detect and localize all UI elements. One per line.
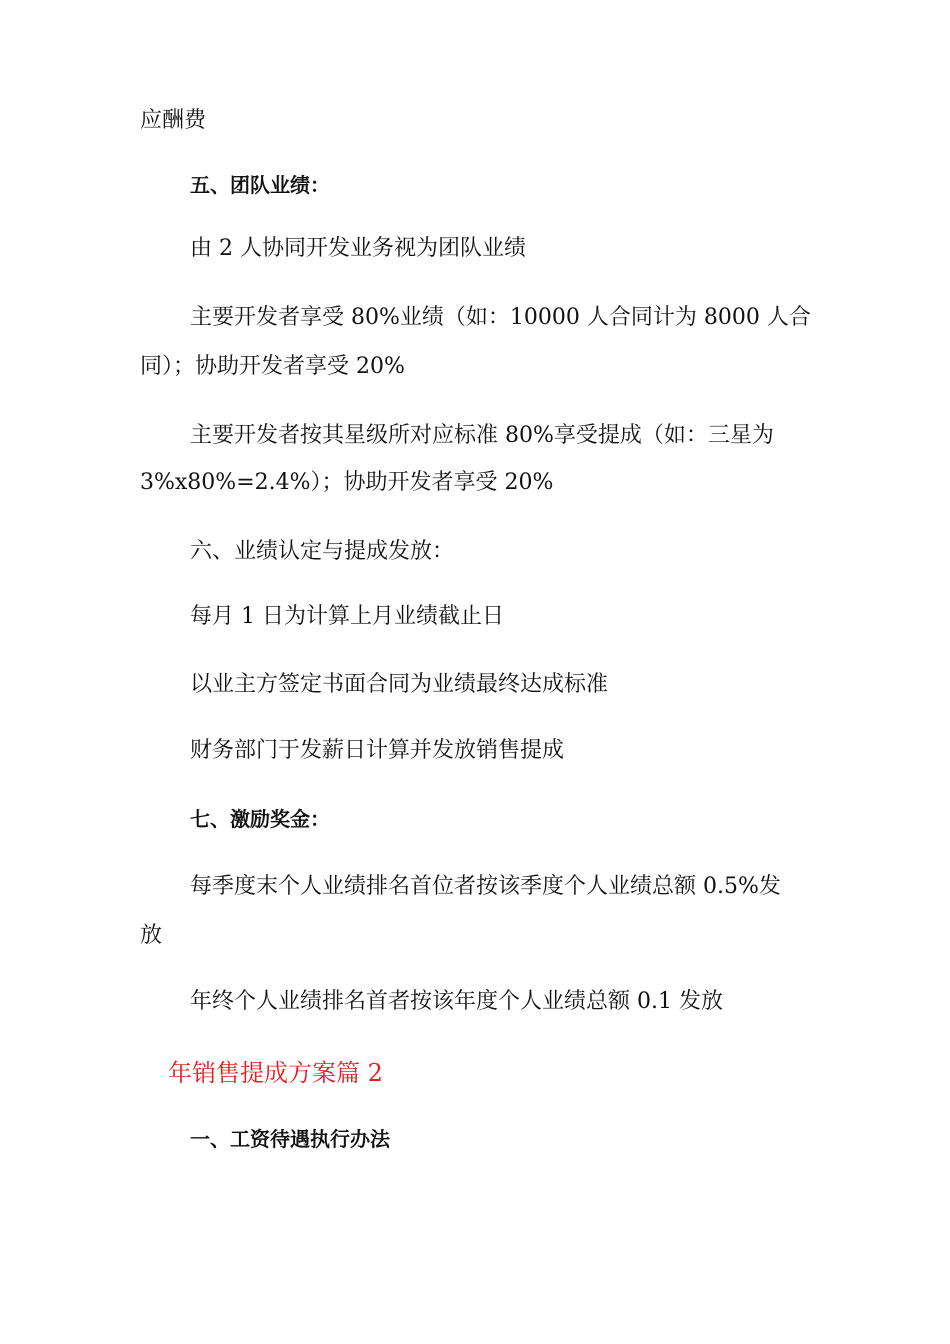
section-heading-1: 一、工资待遇执行办法 (190, 1127, 390, 1151)
text-line: 每季度末个人业绩排名首位者按该季度个人业绩总额 0.5%发 (190, 874, 781, 899)
text-line-continuation: 放 (140, 923, 163, 948)
text-line: 年终个人业绩排名首者按该年度个人业绩总额 0.1 发放 (190, 989, 723, 1014)
text-line: 财务部门于发薪日计算并发放销售提成 (190, 738, 565, 763)
section-heading-5: 五、团队业绩： (190, 173, 330, 197)
text-line-continuation: 3%x80%=2.4%）；协助开发者享受 20% (140, 470, 554, 495)
article-title: 年销售提成方案篇 2 (168, 1059, 383, 1087)
text-line: 主要开发者按其星级所对应标准 80%享受提成（如：三星为 (190, 423, 774, 448)
text-line: 由 2 人协同开发业务视为团队业绩 (190, 236, 526, 261)
text-line: 应酬费 (140, 108, 207, 133)
text-line-continuation: 同）；协助开发者享受 20% (140, 354, 405, 379)
section-heading-6: 六、业绩认定与提成发放： (190, 539, 455, 564)
section-heading-7: 七、激励奖金： (190, 807, 330, 831)
text-line: 以业主方签定书面合同为业绩最终达成标准 (190, 672, 609, 697)
text-line: 主要开发者享受 80%业绩（如：10000 人合同计为 8000 人合 (190, 305, 811, 330)
text-line: 每月 1 日为计算上月业绩截止日 (190, 604, 504, 629)
